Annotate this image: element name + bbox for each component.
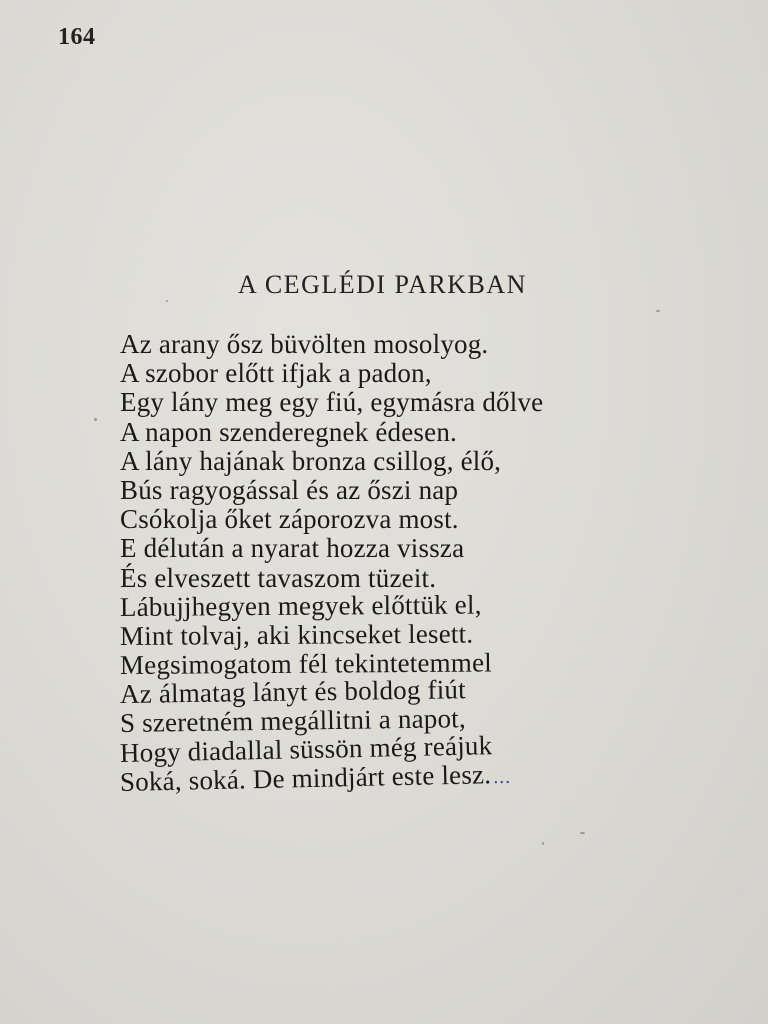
poem-line: Az arany ősz büvölten mosolyog. — [120, 329, 489, 359]
poem-line: E délután a nyarat hozza vissza — [120, 533, 465, 564]
poem-line-text: Soká, soká. De mindjárt este lesz. — [119, 759, 492, 797]
poem-line: Mint tolvaj, aki kincseket lesett. — [119, 618, 474, 651]
paper-speck — [656, 310, 660, 312]
poem-line: És elveszett tavaszom tüzeit. — [120, 562, 437, 593]
poem-line: Egy lány meg egy fiú, egymásra dőlve — [120, 387, 544, 418]
poem-line: A napon szenderegnek édesen. — [120, 416, 457, 447]
poem-line: Lábujjhegyen megyek előttük el, — [119, 589, 482, 622]
poem-line: Hogy diadallal süssön még reájuk — [119, 729, 493, 768]
paper-speck — [542, 842, 544, 845]
poem-line: S szeretném megállitni a napot, — [119, 703, 467, 739]
poem-title: A CEGLÉDI PARKBAN — [238, 270, 527, 299]
poem-line: Csókolja őket záporozva most. — [120, 504, 459, 535]
poem-line: Megsimogatom fél tekintetemmel — [119, 647, 493, 681]
paper-speck — [580, 832, 585, 834]
poem-line: Bús ragyogással és az őszi nap — [120, 474, 459, 505]
poem-line: A lány hajának bronza csillog, élő, — [120, 445, 502, 476]
poem-stanza — [120, 330, 720, 797]
paper-speck — [166, 300, 168, 302]
page-number: 164 — [58, 24, 96, 50]
pen-ink-mark: ... — [492, 765, 512, 788]
poem-line: Az álmatag lányt és boldog fiút — [119, 674, 467, 710]
poem-line: A szobor előtt ifjak a padon, — [120, 358, 432, 389]
paper-speck — [94, 418, 97, 421]
